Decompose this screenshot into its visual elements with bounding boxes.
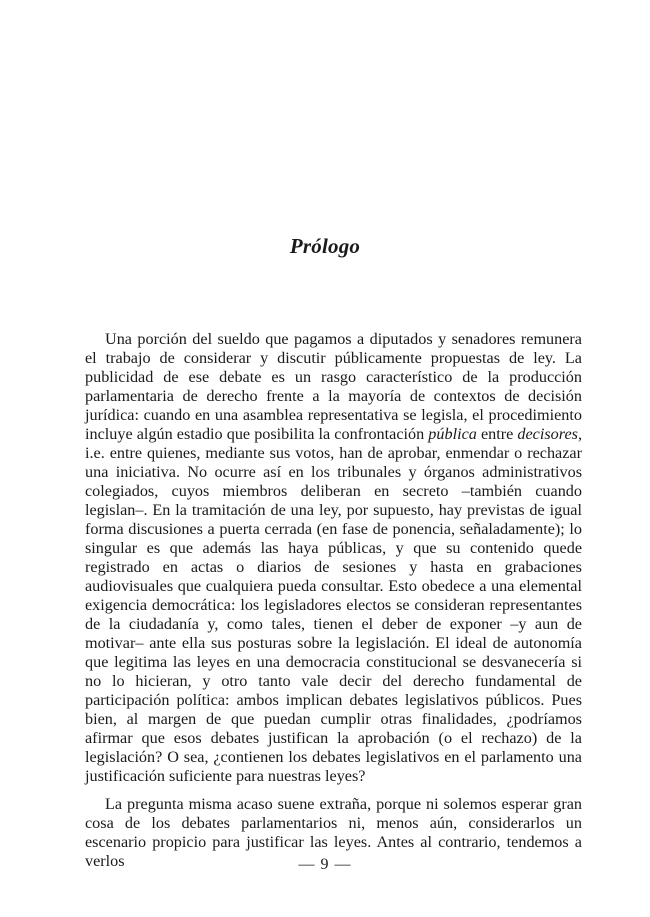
paragraph-2: La pregunta misma acaso suene extraña, porque ni solemos esperar gran cosa de los debates parlamentarios ni, menos aún, considerarlos un escenario propicio para justificar las leyes. Antes al contrario, tendemos a verlos bbox=[85, 795, 582, 870]
page-number: — 9 — bbox=[298, 856, 352, 873]
chapter-title: Prólogo bbox=[289, 234, 361, 258]
paragraph-1-part-c: , i.e. entre quienes, mediante sus votos, han de aprobar, enmendar o rechazar una iniciativa. No ocurre así en los tribunales y órganos administrativos colegiados, cuyos miembros deliberan en secreto –también cuando legislan–. En la tramitación de una ley, por supuesto, hay previstas de igual forma discusiones a puerta cerrada (en fase de ponencia, señaladamente); lo singular es que además las haya públicas, y que su contenido quede registrado en actas o diarios de sesiones y hasta en grabaciones audiovisuales que cualquiera pueda consultar. Esto obedece a una elemental exigencia democrática: los legisladores electos se consideran representantes de la ciudadanía y, como tales, tienen el deber de exponer –y aun de motivar– ante ella sus posturas sobre la legislación. El ideal de autonomía que legitima las leyes en una democracia constitucional se desvanecería si no lo hicieran, y otro tanto vale decir del derecho fundamental de participación política: ambos implican debates legislativos públicos. Pues bien, al margen de que puedan cumplir otras finalidades, ¿podríamos afirmar que esos debates justifican la aprobación (o el rechazo) de la legislación? O sea, ¿contienen los debates legislativos en el parlamento una justificación suficiente para nuestras leyes? bbox=[85, 425, 582, 785]
body-text bbox=[85, 330, 582, 871]
paragraph-1-part-b: entre bbox=[476, 425, 518, 443]
emphasis-decisores: decisores bbox=[517, 425, 578, 443]
emphasis-publica: pública bbox=[428, 425, 477, 443]
paragraph-1 bbox=[85, 330, 582, 786]
paragraph-1-part-a: Una porción del sueldo que pagamos a diputados y senadores remunera el trabajo de considerar y discutir públicamente propuestas de ley. La publicidad de ese debate es un rasgo característico de la producción parlamentaria de derecho frente a la mayoría de contextos de decisión jurídica: cuando en una asamblea representativa se legisla, el procedimiento incluye algún estadio que posibilita la confrontación bbox=[85, 330, 582, 443]
